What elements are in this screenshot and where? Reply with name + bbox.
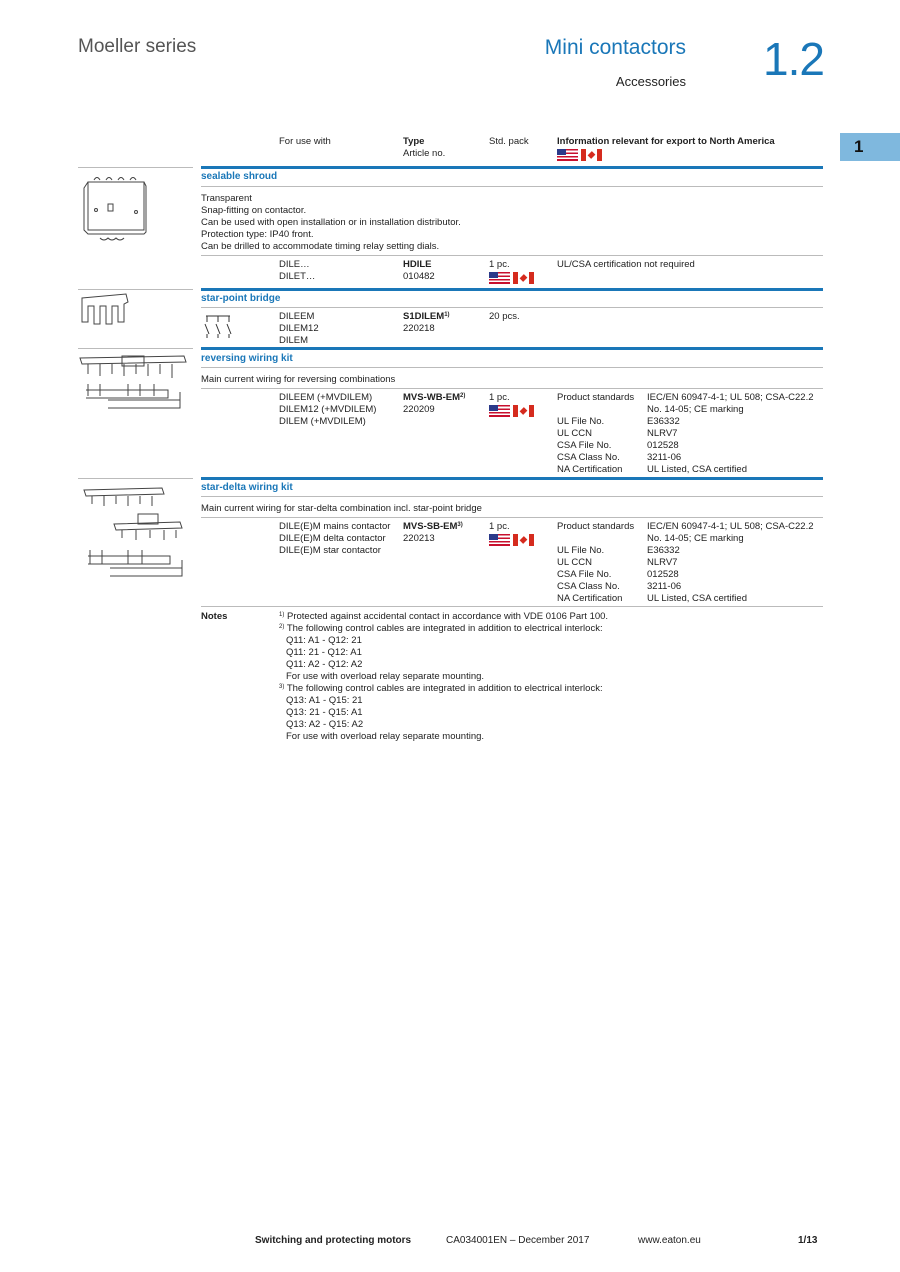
footer-title: Switching and protecting motors — [255, 1235, 412, 1246]
stardelta-prop-key: CSA Class No. — [557, 581, 620, 592]
stardelta-prop-key: CSA File No. — [557, 569, 612, 580]
shroud-desc-4: Protection type: IP40 front. — [201, 229, 314, 240]
stardelta-pack: 1 pc. — [489, 521, 510, 532]
stardelta-type[interactable]: MVS-SB-EM$^{3)}$ — [403, 521, 463, 532]
star-point-bridge-image — [80, 292, 130, 328]
reversing-prop-key: CSA Class No. — [557, 452, 620, 463]
chapter-tab-label: 1 — [854, 137, 864, 156]
series-label: Moeller series — [78, 36, 197, 57]
shroud-desc-1: Transparent — [201, 193, 252, 204]
col-for-use-with: For use with — [279, 136, 331, 147]
reversing-prop-value: E36332 — [647, 416, 680, 427]
section-rule — [201, 347, 823, 350]
note-line: Q13: A1 - Q15: 21 — [286, 695, 363, 706]
us-flag-icon — [557, 149, 578, 161]
canada-flag-icon — [581, 149, 602, 161]
footer-url[interactable]: www.eaton.eu — [638, 1235, 701, 1246]
note-line: Q13: A2 - Q15: A2 — [286, 719, 364, 730]
stardelta-desc: Main current wiring for star-delta combination incl. star-point bridge — [201, 503, 482, 514]
section-title-reversing-wiring-kit: reversing wiring kit — [201, 353, 293, 364]
divider — [201, 186, 823, 187]
starpoint-article: 220218 — [403, 323, 435, 334]
starpoint-use-2: DILEM12 — [279, 323, 319, 334]
reversing-prop-value: IEC/EN 60947-4-1; UL 508; CSA-C22.2 — [647, 392, 814, 403]
section-title-star-point-bridge: star-point bridge — [201, 293, 281, 304]
reversing-prop-value: 3211-06 — [647, 452, 682, 463]
canada-flag-icon — [513, 534, 534, 546]
note-line: Q13: 21 - Q15: A1 — [286, 707, 363, 718]
header-flags — [557, 149, 605, 167]
notes-label: Notes — [201, 611, 228, 622]
reversing-prop-value: UL Listed, CSA certified — [647, 464, 747, 475]
section-rule — [201, 288, 823, 291]
reversing-prop-key: UL CCN — [557, 428, 593, 439]
note-line: $^{3)}$ The following control cables are integrated in addition to electrical interlock: — [279, 683, 603, 694]
starpoint-type[interactable]: S1DILEM$^{1)}$ — [403, 311, 450, 322]
divider — [201, 606, 823, 607]
divider — [78, 167, 193, 168]
divider — [201, 517, 823, 518]
note-line: Q11: 21 - Q12: A1 — [286, 647, 362, 658]
notes-list — [279, 611, 608, 743]
reversing-wiring-kit-image — [78, 352, 188, 410]
stardelta-prop-key: Product standards — [557, 521, 635, 532]
section-rule — [201, 166, 823, 169]
section-title-star-delta-wiring-kit: star-delta wiring kit — [201, 482, 293, 493]
reversing-article: 220209 — [403, 404, 435, 415]
stardelta-prop-value: No. 14-05; CE marking — [647, 533, 744, 544]
reversing-prop-key: CSA File No. — [557, 440, 612, 451]
divider — [78, 478, 193, 479]
shroud-na-info: UL/CSA certification not required — [557, 259, 695, 270]
col-na-info: Information relevant for export to North America — [557, 136, 775, 147]
stardelta-prop-key: UL CCN — [557, 557, 593, 568]
reversing-flags — [489, 405, 537, 423]
col-std-pack: Std. pack — [489, 136, 529, 147]
divider — [201, 367, 823, 368]
divider — [201, 496, 823, 497]
divider — [78, 289, 193, 290]
section-number: 1.2 — [763, 33, 824, 85]
canada-flag-icon — [513, 272, 534, 284]
chapter-tab[interactable] — [840, 133, 900, 161]
star-point-symbol-icon — [203, 312, 233, 338]
note-line: For use with overload relay separate mounting. — [286, 671, 485, 682]
canada-flag-icon — [513, 405, 534, 417]
shroud-desc-2: Snap-fitting on contactor. — [201, 205, 307, 216]
reversing-prop-key: NA Certification — [557, 464, 623, 475]
stardelta-prop-value: E36332 — [647, 545, 680, 556]
page-number: 1/13 — [798, 1235, 818, 1246]
divider — [201, 255, 823, 256]
shroud-type[interactable]: HDILE — [403, 259, 432, 270]
reversing-prop-value: 012528 — [647, 440, 679, 451]
reversing-type[interactable]: MVS-WB-EM$^{2)}$ — [403, 392, 466, 403]
reversing-use-1: DILEEM (+MVDILEM) — [279, 392, 373, 403]
page-subtitle: Accessories — [615, 74, 686, 89]
stardelta-article: 220213 — [403, 533, 435, 544]
note-line: $^{1)}$ Protected against accidental contact in accordance with VDE 0106 Part 100. — [279, 611, 609, 622]
page-title: Mini contactors — [544, 36, 686, 59]
col-type: Type — [403, 136, 425, 147]
section-title-sealable-shroud: sealable shroud — [201, 171, 278, 182]
starpoint-pack: 20 pcs. — [489, 311, 520, 322]
star-delta-wiring-kit-image — [80, 482, 190, 582]
stardelta-use-3: DILE(E)M star contactor — [279, 545, 381, 556]
reversing-prop-key: UL File No. — [557, 416, 605, 427]
stardelta-use-2: DILE(E)M delta contactor — [279, 533, 386, 544]
footer-doc: CA034001EN – December 2017 — [446, 1235, 590, 1246]
reversing-pack: 1 pc. — [489, 392, 510, 403]
reversing-prop-key: Product standards — [557, 392, 635, 403]
stardelta-prop-value: 012528 — [647, 569, 679, 580]
reversing-desc: Main current wiring for reversing combinations — [201, 374, 396, 385]
us-flag-icon — [489, 405, 510, 417]
shroud-desc-3: Can be used with open installation or in installation distributor. — [201, 217, 461, 228]
reversing-prop-value: No. 14-05; CE marking — [647, 404, 744, 415]
sealable-shroud-image — [80, 172, 150, 244]
stardelta-flags — [489, 534, 537, 552]
stardelta-prop-value: UL Listed, CSA certified — [647, 593, 747, 604]
note-line: Q11: A2 - Q12: A2 — [286, 659, 363, 670]
starpoint-use-3: DILEM — [279, 335, 309, 346]
reversing-prop-value: NLRV7 — [647, 428, 678, 439]
reversing-use-3: DILEM (+MVDILEM) — [279, 416, 366, 427]
stardelta-prop-value: NLRV7 — [647, 557, 678, 568]
reversing-use-2: DILEM12 (+MVDILEM) — [279, 404, 377, 415]
shroud-article: 010482 — [403, 271, 435, 282]
shroud-desc-5: Can be drilled to accommodate timing relay setting dials. — [201, 241, 440, 252]
stardelta-prop-value: 3211-06 — [647, 581, 682, 592]
stardelta-prop-key: NA Certification — [557, 593, 623, 604]
us-flag-icon — [489, 534, 510, 546]
divider — [201, 388, 823, 389]
divider — [201, 307, 823, 308]
note-line: $^{2)}$ The following control cables are integrated in addition to electrical interlock: — [279, 623, 603, 634]
stardelta-prop-key: UL File No. — [557, 545, 605, 556]
divider — [78, 348, 193, 349]
stardelta-use-1: DILE(E)M mains contactor — [279, 521, 391, 532]
col-article-no: Article no. — [403, 148, 446, 159]
section-rule — [201, 477, 823, 480]
shroud-use-2: DILET… — [279, 271, 316, 282]
shroud-pack: 1 pc. — [489, 259, 510, 270]
note-line: For use with overload relay separate mounting. — [286, 731, 485, 742]
us-flag-icon — [489, 272, 510, 284]
stardelta-prop-value: IEC/EN 60947-4-1; UL 508; CSA-C22.2 — [647, 521, 814, 532]
starpoint-use-1: DILEEM — [279, 311, 315, 322]
note-line: Q11: A1 - Q12: 21 — [286, 635, 362, 646]
shroud-use-1: DILE… — [279, 259, 310, 270]
